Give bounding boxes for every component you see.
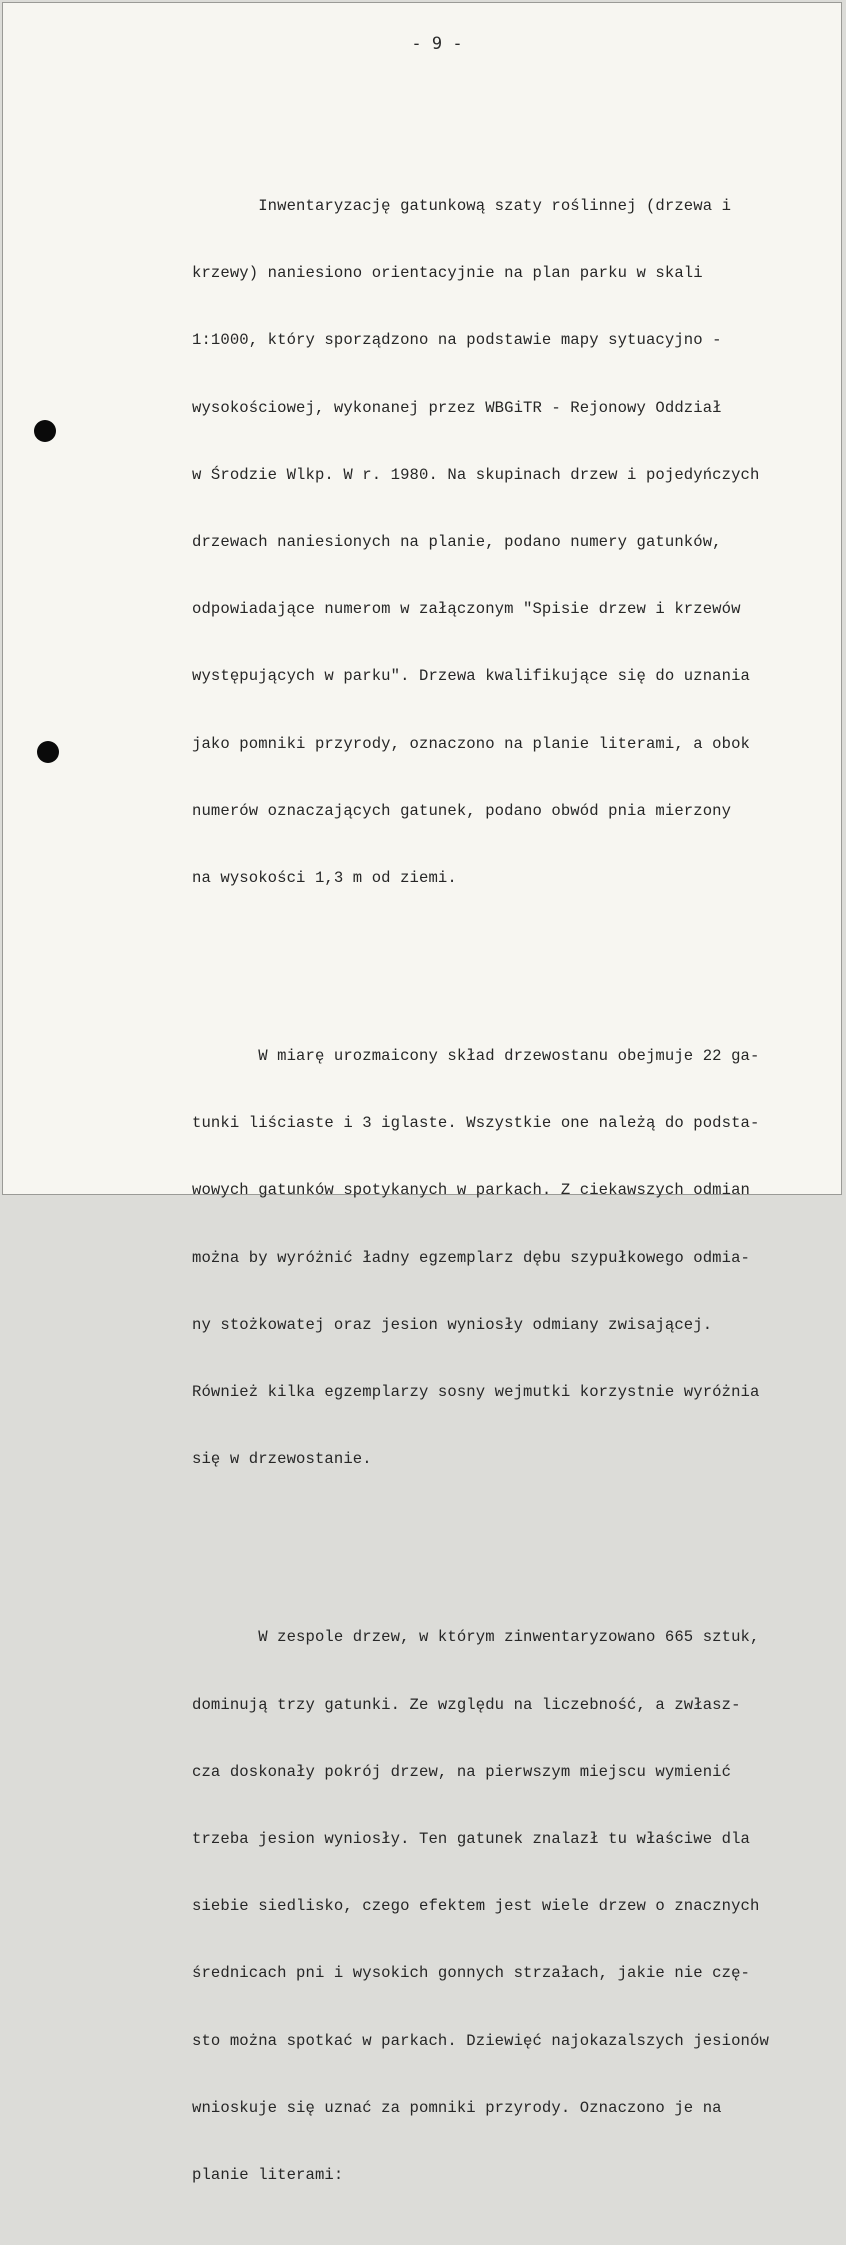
- paragraph: [192, 155, 769, 930]
- text-line: sto można spotkać w parkach. Dziewięć najokazalszych jesionów: [192, 2031, 769, 2050]
- text-line: odpowiadające numerom w załączonym "Spisie drzew i krzewów: [192, 600, 741, 619]
- paragraph: [192, 1005, 769, 1511]
- text-line: jako pomniki przyrody, oznaczono na planie literami, a obok: [192, 734, 751, 753]
- text-line: W zespole drzew, w którym zinwentaryzowano 665 sztuk,: [192, 1628, 760, 1647]
- body-text: [192, 119, 769, 2245]
- text-line: 1:1000, który sporządzono na podstawie mapy sytuacyjno -: [192, 331, 722, 350]
- text-line: wysokościowej, wykonanej przez WBGiTR - Rejonowy Oddział: [192, 398, 722, 417]
- text-line: można by wyróżnić ładny egzemplarz dębu szypułkowego odmia-: [192, 1248, 751, 1267]
- text-line: cza doskonały pokrój drzew, na pierwszym miejscu wymienić: [192, 1762, 732, 1781]
- text-line: występujących w parku". Drzewa kwalifikujące się do uznania: [192, 667, 751, 686]
- page-number: - 9 -: [411, 34, 463, 54]
- text-line: tunki liściaste i 3 iglaste. Wszystkie one należą do podsta-: [192, 1114, 760, 1133]
- text-line: średnicach pni i wysokich gonnych strzałach, jakie nie czę-: [192, 1964, 751, 1983]
- text-line: krzewy) naniesiono orientacyjnie na plan parku w skali: [192, 264, 703, 283]
- text-line: dominują trzy gatunki. Ze względu na liczebność, a zwłasz-: [192, 1695, 741, 1714]
- text-line: drzewach naniesionych na planie, podano numery gatunków,: [192, 532, 722, 551]
- text-line: w Środzie Wlkp. W r. 1980. Na skupinach drzew i pojedyńczych: [192, 465, 760, 484]
- text-line: numerów oznaczających gatunek, podano obwód pnia mierzony: [192, 801, 732, 820]
- text-line: W miarę urozmaicony skład drzewostanu obejmuje 22 ga-: [192, 1047, 760, 1066]
- text-line: na wysokości 1,3 m od ziemi.: [192, 868, 457, 887]
- paragraph: [192, 1586, 769, 2227]
- binder-hole-bottom: [37, 741, 59, 763]
- text-line: wnioskuje się uznać za pomniki przyrody. Oznaczono je na: [192, 2098, 722, 2117]
- text-line: się w drzewostanie.: [192, 1450, 372, 1469]
- text-line: siebie siedlisko, czego efektem jest wiele drzew o znacznych: [192, 1897, 760, 1916]
- text-line: trzeba jesion wyniosły. Ten gatunek znalazł tu właściwe dla: [192, 1829, 751, 1848]
- text-line: ny stożkowatej oraz jesion wyniosły odmiany zwisającej.: [192, 1315, 713, 1334]
- binder-hole-top: [34, 420, 56, 442]
- text-line: Również kilka egzemplarzy sosny wejmutki korzystnie wyróżnia: [192, 1383, 760, 1401]
- text-line: wowych gatunków spotykanych w parkach. Z ciekawszych odmian: [192, 1181, 751, 1200]
- text-line: planie literami:: [192, 2165, 344, 2184]
- text-line: Inwentaryzację gatunkową szaty roślinnej (drzewa i: [192, 197, 732, 215]
